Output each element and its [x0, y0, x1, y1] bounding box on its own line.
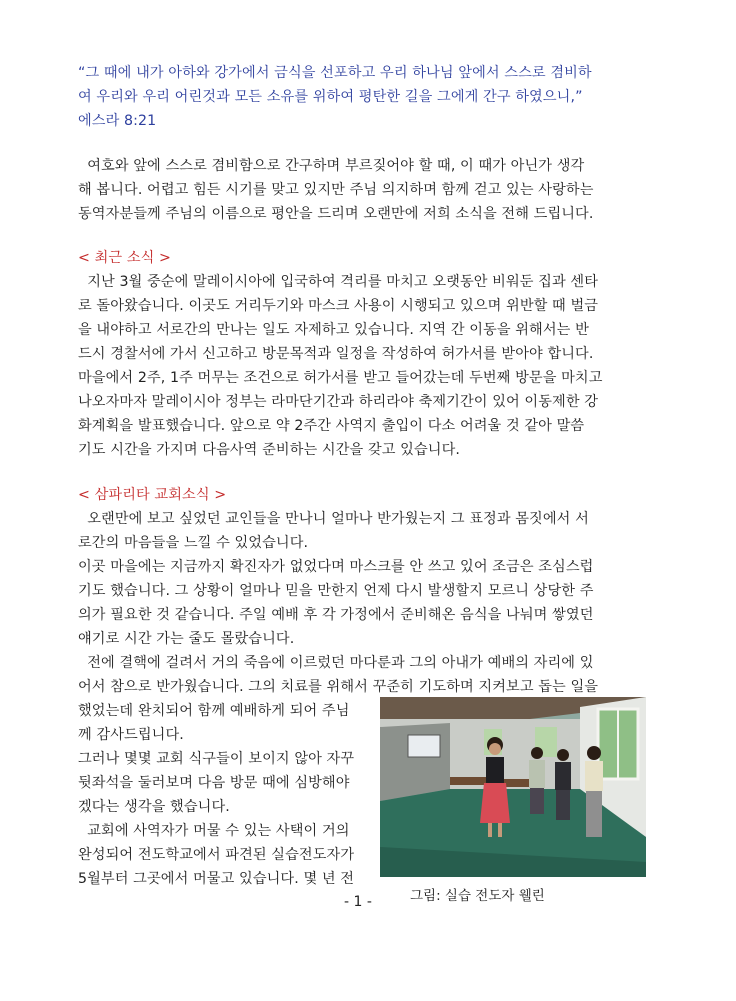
- recent-line: 로 돌아왔습니다. 이곳도 거리두기와 마스크 사용이 시행되고 있으며 위반할 때 벌금: [78, 298, 599, 314]
- church-line: 했었는데 완치되어 함께 예배하게 되어 주님: [78, 703, 350, 719]
- intro-line: 해 봅니다. 어렵고 힘든 시기를 맞고 있지만 주님 의지하며 함께 걷고 있는 사랑하는: [78, 182, 594, 198]
- section-heading-recent: < 최근 소식 >: [78, 250, 172, 266]
- intro-line: 여호와 앞에 스스로 겸비함으로 간구하며 부르짖어야 할 때, 이 때가 아닌가 생각: [78, 158, 585, 174]
- verse-quote-line-2: 여 우리와 우리 어린것과 모든 소유를 위하여 평탄한 길을 그에게 간구 하였으니,”: [78, 89, 583, 105]
- church-line: 이곳 마을에는 지금까지 확진자가 없었다며 마스크를 안 쓰고 있어 조금은 조심스럽: [78, 559, 594, 575]
- recent-line: 지난 3월 중순에 말레이시아에 입국하여 격리를 마치고 오랫동안 비워둔 집과 센타: [78, 274, 599, 290]
- verse-quote-line-1: “그 때에 내가 아하와 강가에서 금식을 선포하고 우리 하나님 앞에서 스스로 겸비하: [78, 65, 592, 81]
- recent-line: 을 내야하고 서로간의 만나는 일도 자제하고 있습니다. 지역 간 이동을 위해서는 반: [78, 322, 589, 338]
- church-line: 완성되어 전도학교에서 파견된 실습전도자가: [78, 847, 355, 863]
- church-line: 전에 결핵에 걸려서 거의 죽음에 이르렀던 마다룬과 그의 아내가 예배의 자리에 있: [78, 655, 594, 671]
- photo-illustration: [380, 697, 646, 877]
- church-line: 겠다는 생각을 했습니다.: [78, 799, 230, 815]
- church-line: 교회에 사역자가 머물 수 있는 사택이 거의: [78, 823, 350, 839]
- photo-caption: 그림: 실습 전도자 웰린: [410, 888, 545, 904]
- recent-line: 기도 시간을 가지며 다음사역 준비하는 시간을 갖고 있습니다.: [78, 442, 461, 458]
- church-line: 오랜만에 보고 싶었던 교인들을 만나니 얼마나 반가웠는지 그 표정과 몸짓에서 서: [78, 511, 589, 527]
- page-number: - 1 -: [344, 894, 372, 910]
- church-line: 뒷좌석을 둘러보며 다음 방문 때에 심방해야: [78, 775, 350, 791]
- church-line: 얘기로 시간 가는 줄도 몰랐습니다.: [78, 631, 295, 647]
- recent-line: 나오자마자 말레이시아 정부는 라마단기간과 하리라야 축제기간이 있어 이동제한 강: [78, 394, 599, 410]
- church-line: 로간의 마음들을 느낄 수 있었습니다.: [78, 535, 309, 551]
- church-line: 5월부터 그곳에서 머물고 있습니다. 몇 년 전: [78, 871, 355, 887]
- recent-line: 화계획을 발표했습니다. 앞으로 약 2주간 사역지 출입이 다소 어려울 것 같아 말씀: [78, 418, 585, 434]
- church-line: 의가 필요한 것 같습니다. 주일 예배 후 각 가정에서 준비해온 음식을 나눠며 쌓였던: [78, 607, 594, 623]
- church-interior-photo: [380, 697, 646, 877]
- recent-line: 드시 경찰서에 가서 신고하고 방문목적과 일정을 작성하여 허가서를 받아야 합니다.: [78, 346, 594, 362]
- recent-line: 마을에서 2주, 1주 머무는 조건으로 허가서를 받고 들어갔는데 두번째 방문을 마치고: [78, 370, 603, 386]
- church-line: 기도 했습니다. 그 상황이 얼마나 믿을 만한지 언제 다시 발생할지 모르니 상당한 주: [78, 583, 594, 599]
- church-line: 어서 참으로 반가웠습니다. 그의 치료를 위해서 꾸준히 기도하며 지켜보고 돕는 일을: [78, 679, 599, 695]
- section-heading-church: < 삼파리타 교회소식 >: [78, 487, 227, 503]
- intro-line: 동역자분들께 주님의 이름으로 평안을 드리며 오랜만에 저희 소식을 전해 드립니다.: [78, 206, 594, 222]
- church-line: 그러나 몇몇 교회 식구들이 보이지 않아 자꾸: [78, 751, 355, 767]
- church-line: 께 감사드립니다.: [78, 727, 184, 743]
- verse-reference: 에스라 8:21: [78, 113, 157, 129]
